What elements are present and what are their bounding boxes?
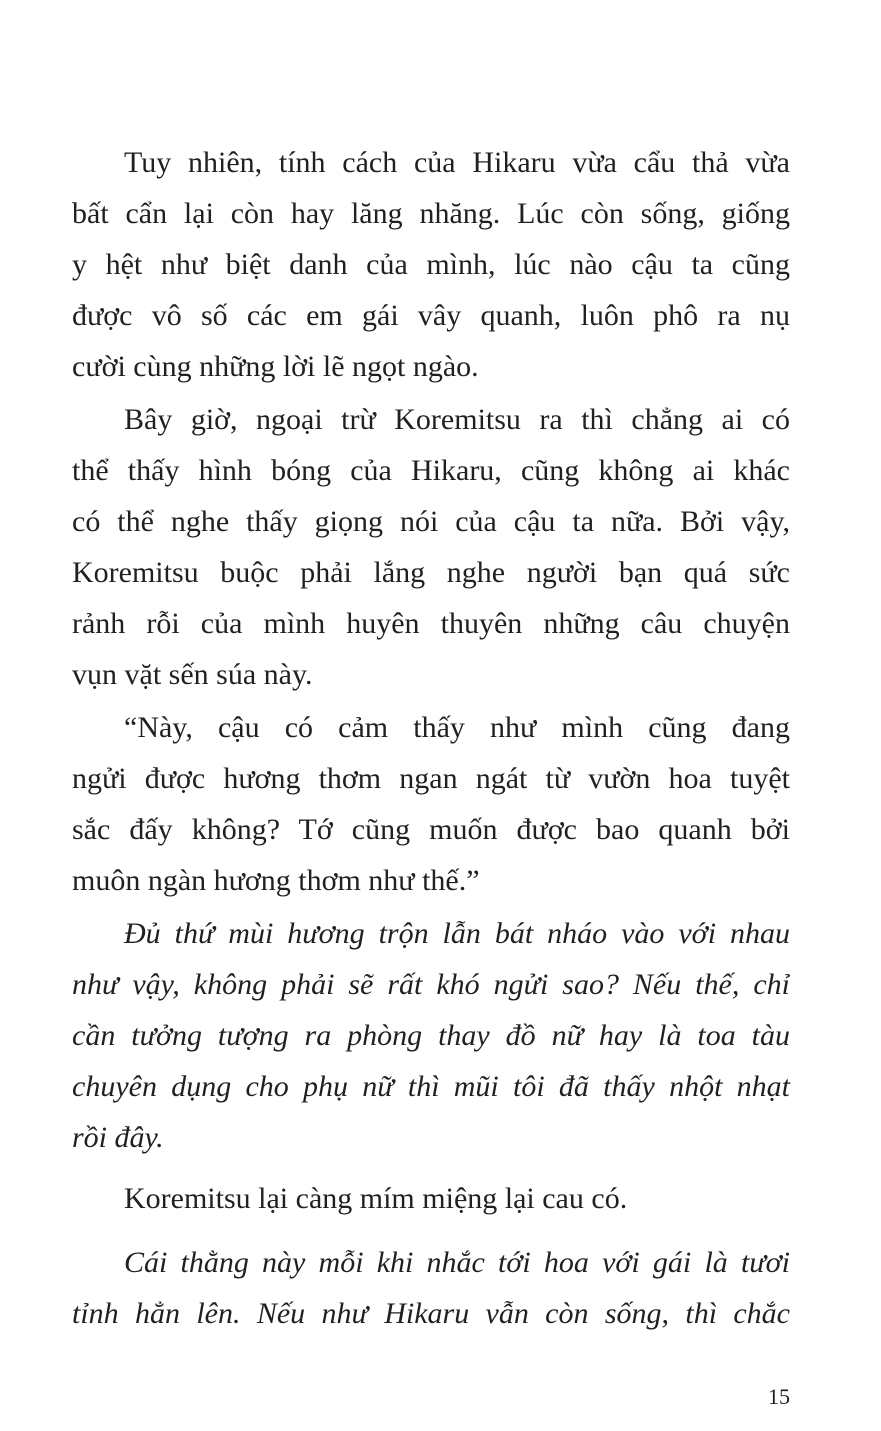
- text-line: tỉnh hẳn lên. Nếu như Hikaru vẫn còn sống, thì chắc: [72, 1297, 790, 1330]
- page-number: 15: [768, 1384, 790, 1409]
- text-line: Bây giờ, ngoại trừ Koremitsu ra thì chẳng ai có: [124, 403, 790, 436]
- text-line: Koremitsu buộc phải lắng nghe người bạn quá sức: [72, 556, 790, 589]
- text-line: rồi đây.: [72, 1121, 164, 1154]
- text-line: Cái thằng này mỗi khi nhắc tới hoa với gái là tươi: [124, 1246, 790, 1279]
- text-line: muôn ngàn hương thơm như thế.”: [72, 864, 480, 897]
- text-line: Koremitsu lại càng mím miệng lại cau có.: [124, 1182, 628, 1215]
- text-line: bất cẩn lại còn hay lăng nhăng. Lúc còn sống, giống: [72, 197, 790, 230]
- text-line: cười cùng những lời lẽ ngọt ngào.: [72, 350, 479, 383]
- paragraph-2: [72, 394, 790, 700]
- text-line: y hệt như biệt danh của mình, lúc nào cậu ta cũng: [72, 248, 790, 281]
- text-line: rảnh rỗi của mình huyên thuyên những câu chuyện: [72, 607, 790, 640]
- paragraph-1: [72, 137, 790, 392]
- paragraph-6-italic: [72, 1237, 790, 1339]
- text-line: Đủ thứ mùi hương trộn lẫn bát nháo vào với nhau: [124, 917, 790, 950]
- text-line: như vậy, không phải sẽ rất khó ngửi sao? Nếu thế, chỉ: [72, 968, 790, 1001]
- text-line: thể thấy hình bóng của Hikaru, cũng không ai khác: [72, 454, 790, 487]
- text-line: “Này, cậu có cảm thấy như mình cũng đang: [124, 711, 790, 744]
- paragraph-3: [72, 702, 790, 906]
- text-line: được vô số các em gái vây quanh, luôn phô ra nụ: [72, 299, 790, 332]
- paragraph-5: [72, 1173, 790, 1224]
- text-line: ngửi được hương thơm ngan ngát từ vườn hoa tuyệt: [72, 762, 790, 795]
- text-line: cần tưởng tượng ra phòng thay đồ nữ hay là toa tàu: [72, 1019, 790, 1052]
- text-line: vụn vặt sến súa này.: [72, 658, 313, 691]
- text-line: chuyên dụng cho phụ nữ thì mũi tôi đã thấy nhột nhạt: [72, 1070, 790, 1103]
- text-line: sắc đấy không? Tớ cũng muốn được bao quanh bởi: [72, 813, 790, 846]
- text-line: có thể nghe thấy giọng nói của cậu ta nữa. Bởi vậy,: [72, 505, 790, 538]
- paragraph-4-italic: [72, 908, 790, 1163]
- text-line: Tuy nhiên, tính cách của Hikaru vừa cẩu thả vừa: [124, 146, 790, 179]
